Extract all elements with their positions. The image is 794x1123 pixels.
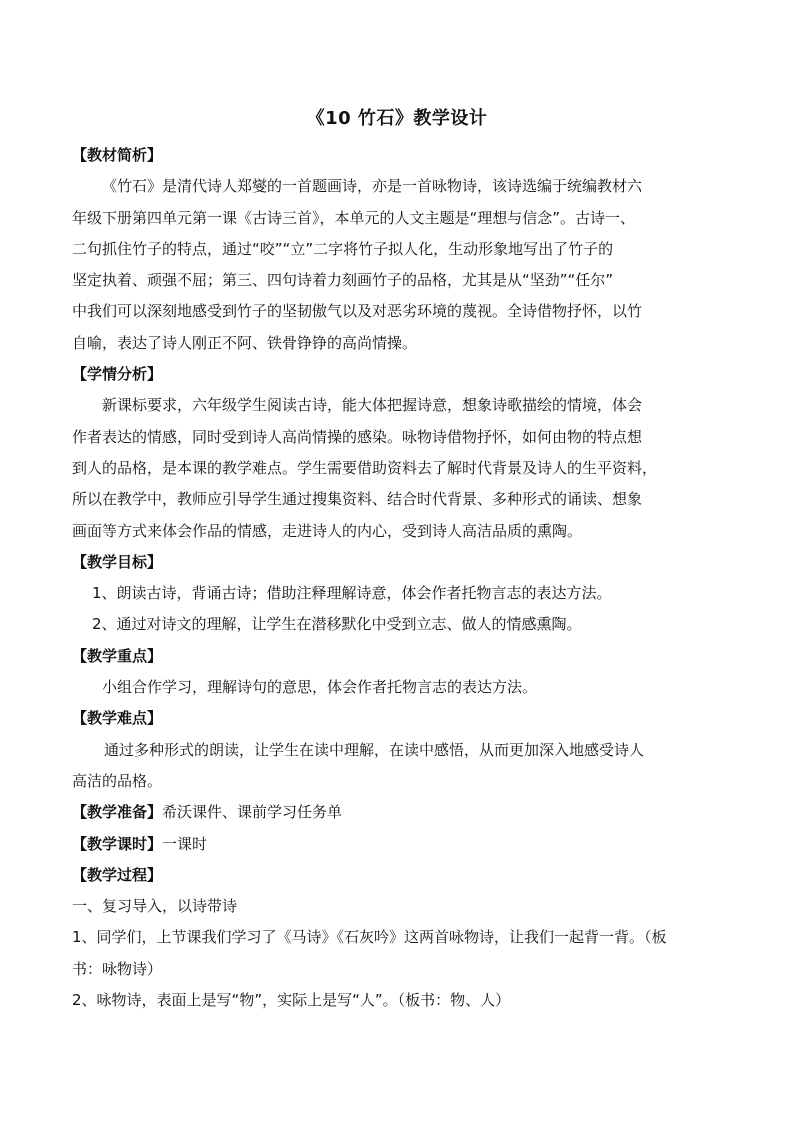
- process-line: 1、同学们，上节课我们学习了《马诗》《石灰吟》这两首咏物诗，让我们一起背一背。（板: [72, 928, 667, 947]
- process-line: 一、复习导入，以诗带诗: [72, 897, 238, 916]
- document-title: 《10 竹石》教学设计: [306, 108, 488, 129]
- process-line: 书：咏物诗）: [72, 959, 163, 978]
- analysis-paragraph: [72, 171, 732, 359]
- goal-item: 1、朗读古诗，背诵古诗；借助注释理解诗意，体会作者托物言志的表达方法。: [92, 584, 612, 603]
- difficulty-line: 高洁的品格。: [72, 771, 163, 790]
- students-line: 画面等方式来体会作品的情感，走进诗人的内心，受到诗人高洁品质的熏陶。: [72, 521, 583, 540]
- analysis-line: 二句抓住竹子的特点，通过“咬”“立”二字将竹子拟人化，生动形象地写出了竹子的: [72, 239, 614, 258]
- section-heading-prep: 【教学准备】: [72, 803, 163, 822]
- prep-text: 希沃课件、课前学习任务单: [162, 803, 343, 822]
- students-line: 作者表达的情感，同时受到诗人高尚情操的感染。咏物诗借物抒怀，如何由物的特点想: [72, 427, 643, 446]
- process-line: 2、咏物诗，表面上是写“物”，实际上是写“人”。（板书：物、人）: [72, 991, 511, 1010]
- section-heading-students: 【学情分析】: [72, 365, 163, 384]
- hours-text: 一课时: [162, 834, 208, 853]
- analysis-line: 自喻，表达了诗人刚正不阿、铁骨铮铮的高尚情操。: [72, 333, 418, 352]
- section-heading-process: 【教学过程】: [72, 865, 163, 884]
- students-paragraph: [72, 390, 732, 546]
- students-line: 新课标要求，六年级学生阅读古诗，能大体把握诗意，想象诗歌描绘的情境，体会: [102, 396, 643, 415]
- section-heading-hours: 【教学课时】: [72, 834, 163, 853]
- section-heading-difficulty: 【教学难点】: [72, 709, 163, 728]
- students-line: 所以在教学中，教师应引导学生通过搜集资料、结合时代背景、多种形式的诵读、想象: [72, 490, 643, 509]
- process-paragraph: [72, 891, 732, 1016]
- document-body: [72, 140, 732, 1016]
- analysis-line: 年级下册第四单元第一课《古诗三首》，本单元的人文主题是“理想与信念”。古诗一、: [72, 208, 636, 227]
- students-line: 到人的品格，是本课的教学难点。学生需要借助资料去了解时代背景及诗人的生平资料，: [72, 458, 658, 477]
- section-heading-key: 【教学重点】: [72, 646, 163, 665]
- section-heading-analysis: 【教材简析】: [72, 146, 163, 164]
- analysis-line: 坚定执着、顽强不屈；第三、四句诗着力刻画竹子的品格，尤其是从“坚劲”“任尔”: [72, 271, 614, 290]
- key-line: 小组合作学习，理解诗句的意思，体会作者托物言志的表达方法。: [102, 678, 538, 697]
- analysis-line: 《竹石》是清代诗人郑燮的一首题画诗，亦是一首咏物诗，该诗选编于统编教材六: [102, 177, 643, 196]
- goals-list: [72, 578, 732, 641]
- difficulty-paragraph: [72, 735, 732, 798]
- section-prep: [72, 797, 732, 828]
- section-hours: [72, 829, 732, 860]
- key-paragraph: [72, 672, 732, 703]
- goal-item: 2、通过对诗文的理解，让学生在潜移默化中受到立志、做人的情感熏陶。: [92, 615, 582, 634]
- section-heading-goals: 【教学目标】: [72, 552, 163, 571]
- analysis-line: 中我们可以深刻地感受到竹子的坚韧傲气以及对恶劣环境的蔑视。全诗借物抒怀，以竹: [72, 302, 643, 321]
- difficulty-line: 通过多种形式的朗读，让学生在读中理解，在读中感悟，从而更加深入地感受诗人: [104, 740, 645, 759]
